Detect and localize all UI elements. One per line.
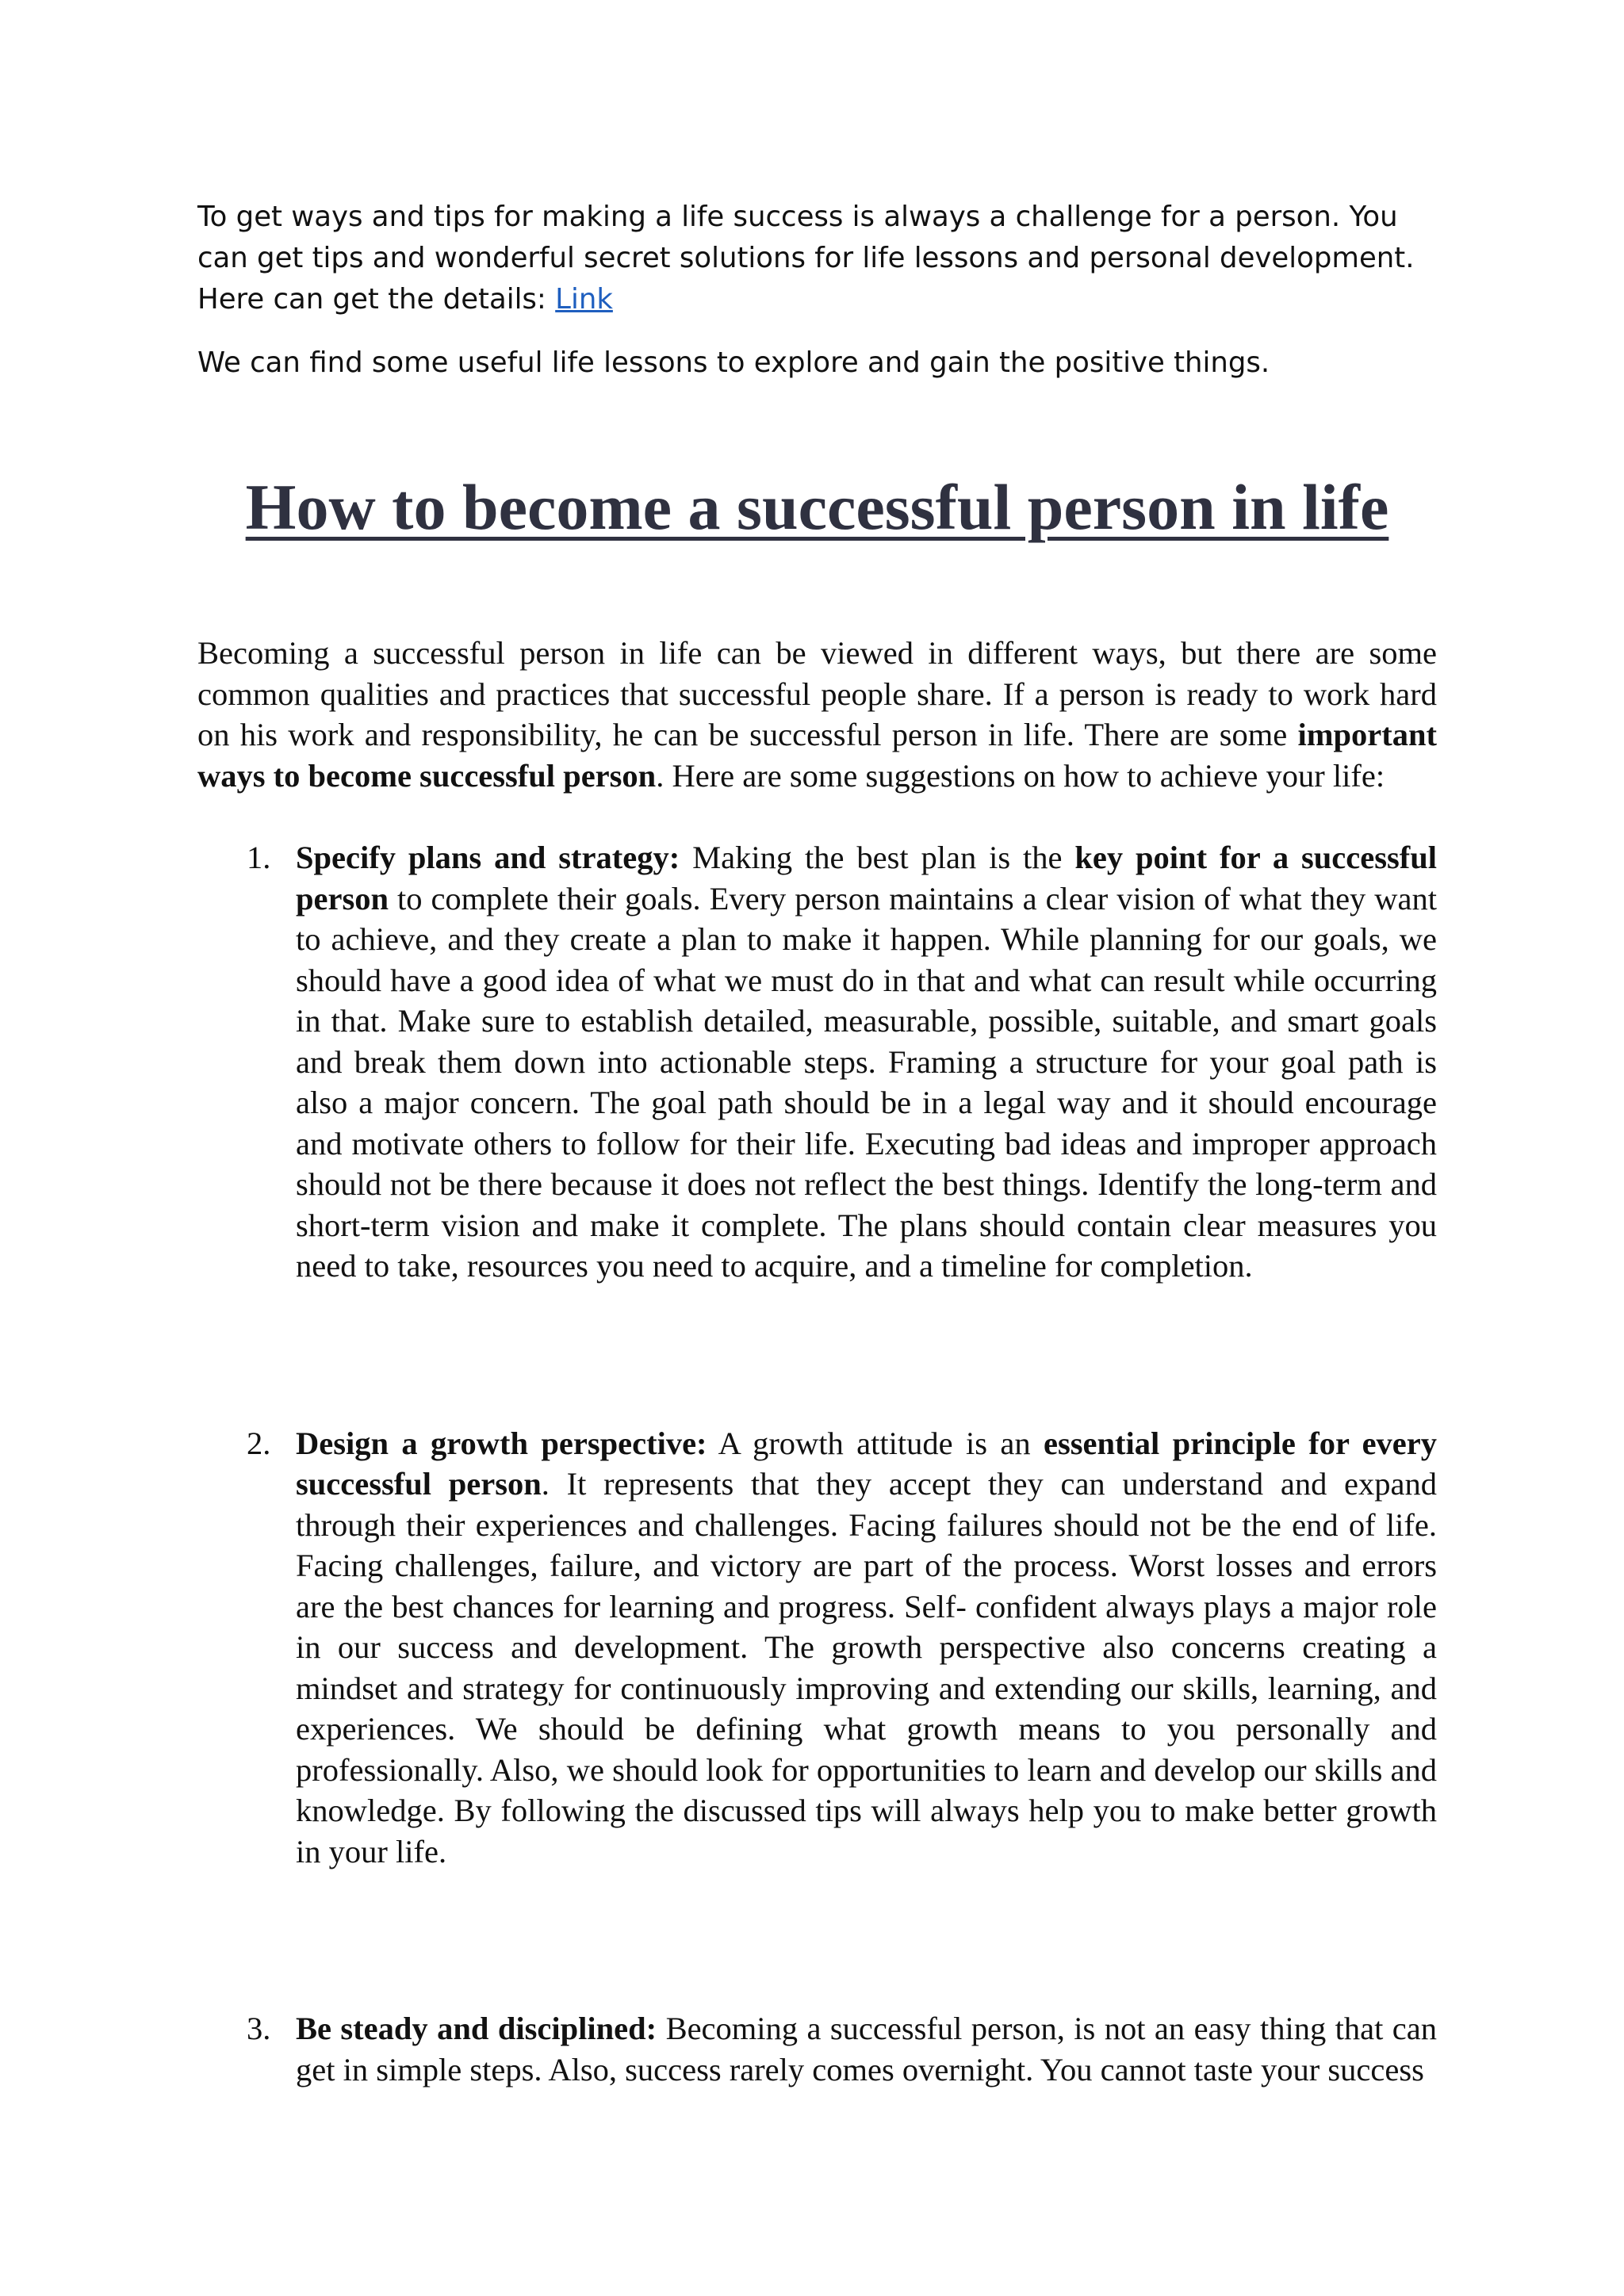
lead-text-end: . Here are some suggestions on how to achieve your life: <box>656 757 1385 794</box>
list-item <box>197 2008 1437 2090</box>
tip-heading: Specify plans and strategy: <box>296 840 680 875</box>
list-number: 1. <box>247 840 271 875</box>
tip-text: Making the best plan is the <box>680 840 1075 875</box>
tip-heading: Be steady and disciplined: <box>296 2011 657 2046</box>
tip-text: Becoming a successful person, is not an easy thing that can get in simple steps. Also, success rarely comes overnight. You cannot taste your success <box>296 2011 1438 2087</box>
list-item <box>197 837 1437 1287</box>
tip-text-end: to complete their goals. Every person maintains a clear vision of what they want to achieve, and they create a plan to make it happen. While planning for our goals, we should have a good idea of what we must do in that and what can result while occurring in that. Make sure to establish detailed, measurable, possible, suitable, and smart goals and break them down into actionable steps. Framing a structure for your goal path is also a major concern. The goal path should be in a legal way and it should encourage and motivate others to follow for their life. Executing bad ideas and improper approach should not be there because it does not reflect the best things. Identify the long-term and short-term vision and make it complete. The plans should contain clear measures you need to take, resources you need to acquire, and a timeline for completion. <box>296 880 1437 1284</box>
tip-bold: essential principle for every successful person <box>296 1425 1437 1502</box>
lead-bold: important ways to become successful person <box>197 717 1437 794</box>
tip-heading: Design a growth perspective: <box>296 1425 707 1461</box>
list-number: 2. <box>247 1425 271 1461</box>
document-page <box>197 197 1437 2090</box>
tip-text: A growth attitude is an <box>707 1425 1044 1461</box>
intro-text: To get ways and tips for making a life success is always a challenge for a person. You can get tips and wonderful secret solutions for life lessons and personal development. Here can get the details: <box>197 201 1415 316</box>
page-title: How to become a successful person in life <box>245 471 1389 543</box>
lead-paragraph <box>197 633 1437 796</box>
details-link[interactable]: Link <box>555 283 613 316</box>
intro-paragraph <box>197 197 1437 320</box>
intro-paragraph-2: We can find some useful life lessons to explore and gain the positive things. <box>197 346 1270 379</box>
tip-bold: key point for a successful person <box>296 840 1437 916</box>
tips-list <box>197 837 1437 2090</box>
lead-text: Becoming a successful person in life can be viewed in different ways, but there are some common qualities and practices that successful people share. If a person is ready to work hard on his work and responsibility, he can be successful person in life. There are some <box>197 635 1437 752</box>
list-number: 3. <box>247 2011 271 2046</box>
list-item <box>197 1423 1437 1873</box>
tip-text-end: . It represents that they accept they can understand and expand through their experiences and challenges. Facing failures should not be the end of life. Facing challenges, failure, and victory are part of the process. Worst losses and errors are the best chances for learning and progress. Self- confident always plays a major role in our success and development. The growth perspective also concerns creating a mindset and strategy for continuously improving and extending our skills, learning, and experiences. We should be defining what growth means to you personally and professionally. Also, we should look for opportunities to learn and develop our skills and knowledge. By following the discussed tips will always help you to make better growth in your life. <box>296 1466 1437 1869</box>
